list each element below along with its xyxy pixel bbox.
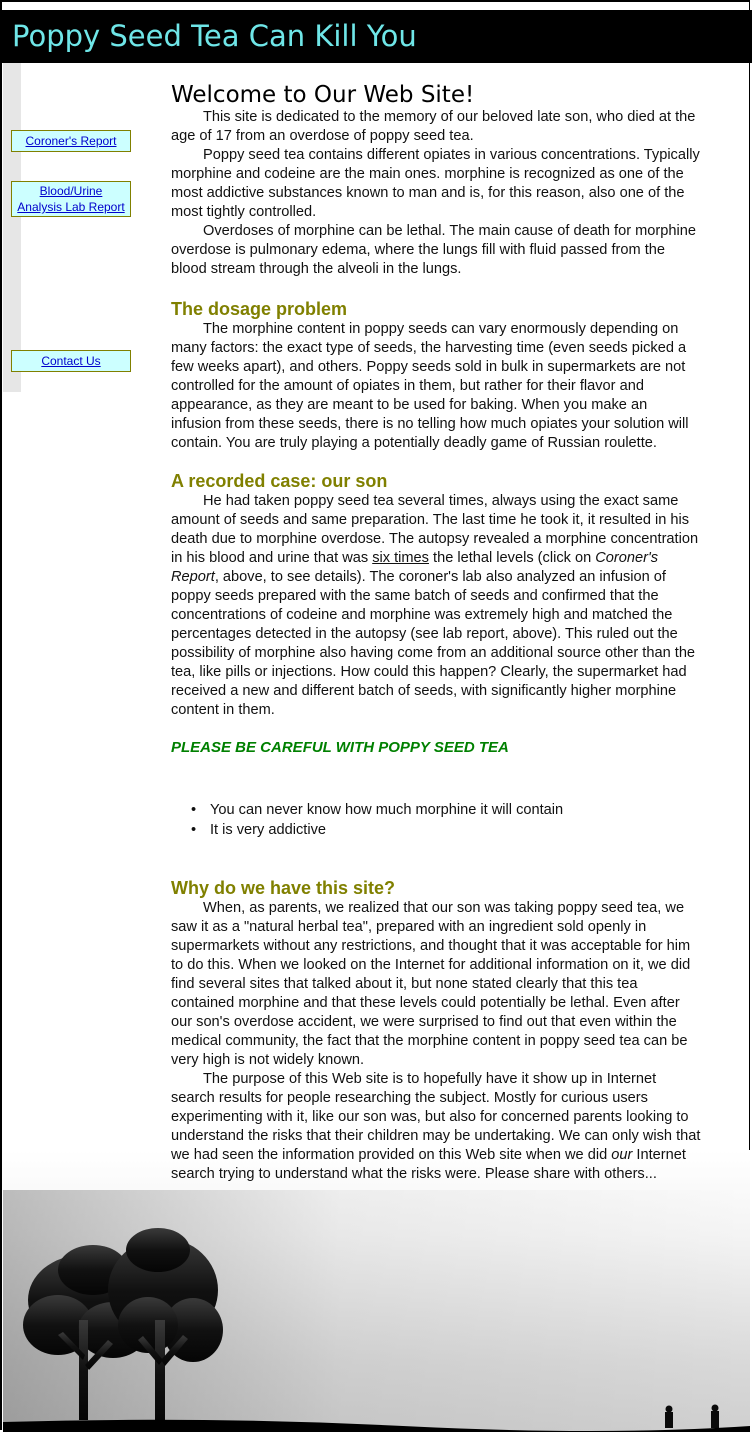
six-times-emphasis: six times [372,550,429,566]
dosage-heading: The dosage problem [171,299,348,319]
list-item [191,800,701,820]
blood-urine-lab-report-link[interactable] [11,181,131,217]
contact-us-label: Contact Us [41,354,101,368]
coroners-report-label: Coroner's Report [25,134,117,148]
coroners-report-link[interactable] [11,130,131,152]
contact-us-link[interactable] [11,350,131,372]
coroners-report-reference: Coroner's Report [171,550,659,585]
dosage-paragraph: The morphine content in poppy seeds can vary enormously depending on many factors: the exact type of seeds, the harvesting time (even seeds picked a few weeks apart), and others. Poppy seeds sold in bulk in supermarkets are not controlled for the amount of opiates in them, but rather for their flavor and appearance, as they are meant to be used for baking. When you make an infusion from these seeds, there is no telling how much opiates your solution will contain. You are truly playing a potentially deadly game of Russian roulette. [171,321,689,451]
page-title: Welcome to Our Web Site! [171,82,475,108]
list-item-text: You can never know how much morphine it will contain [210,802,564,818]
intro-paragraph-2: Poppy seed tea contains different opiates in various concentrations. Typically morphine and codeine are the main ones. morphine is recognized as one of the most addictive substances known to man and is, for this reason, also one of the most tightly controlled. [171,147,700,220]
main-content [171,82,701,1184]
why-paragraph-2 [171,1070,701,1184]
blood-urine-label-line1: Blood/Urine [39,184,103,198]
our-emphasis: our [611,1147,633,1163]
list-item [191,820,701,840]
case-text-1: He had taken poppy seed tea several times, always using the exact same amount of seeds and same preparation. The last time he took it, it resulted in his death due to morphine overdose. The autopsy revealed a morphine concentration in his blood and urine that was [171,493,699,566]
list-item-text: It is very addictive [210,822,326,838]
case-text-2: the lethal levels (click on [428,550,596,566]
bullet-icon: • [191,822,197,838]
case-text-3: , above, to see details). The coroner's lab also analyzed an infusion of poppy seeds prepared with the same batch of seeds and confirmed that the concentrations of codeine and morphine was extremely high and matched the percentages detected in the autopsy (see lab report, above). This ruled out the possibility of morphine also having come from an additional source other than the tea, like pills or injections. How could this happen? Clearly, the supermarket had received a new and different batch of seeds, with significantly higher morphine content in them. [171,569,696,718]
intro-paragraph-1: This site is dedicated to the memory of our beloved late son, who died at the age of 17 from an overdose of poppy seed tea. [171,109,696,144]
why-text-2b: Internet search trying to understand what the risks were. Please share with others... [171,1147,686,1182]
site-title: Poppy Seed Tea Can Kill You [12,19,417,53]
footer-landscape-image [3,1150,750,1432]
intro-paragraph-3: Overdoses of morphine can be lethal. The main cause of death for morphine overdose is pulmonary edema, where the lungs fill with fluid passed from the blood stream through the alveoli in the lungs. [171,223,696,277]
why-text-2a: The purpose of this Web site is to hopefully have it show up in Internet search results for people researching the subject. Mostly for curious users experimenting with it, like our son was, but also for concerned parents looking to understand the risks that their children may be undertaking. We can only wish that we had seen the information provided on this Web site when we did [171,1071,701,1163]
bullet-icon: • [191,802,197,818]
sidebar-strip [3,63,21,392]
case-paragraph [171,492,701,720]
warning-list [191,800,701,840]
why-paragraph-1: When, as parents, we realized that our son was taking poppy seed tea, we saw it as a "natural herbal tea", prepared with an ingredient sold openly in supermarkets without any restrictions, and thought that it was acceptable for him to do this. When we looked on the Internet for additional information on it, we did find several sites that talked about it, but none stated clearly that this tea contained morphine and that these levels could potentially be lethal. Even after our son's overdose accident, we were surprised to find out that even within the medical community, the fact that the morphine content in poppy seed tea can be very high is not widely known. [171,900,691,1068]
blood-urine-label-line2: Analysis Lab Report [17,200,125,214]
site-banner [0,10,752,63]
case-heading: A recorded case: our son [171,471,388,491]
why-heading: Why do we have this site? [171,878,396,898]
warning-text: PLEASE BE CAREFUL WITH POPPY SEED TEA [171,739,509,756]
